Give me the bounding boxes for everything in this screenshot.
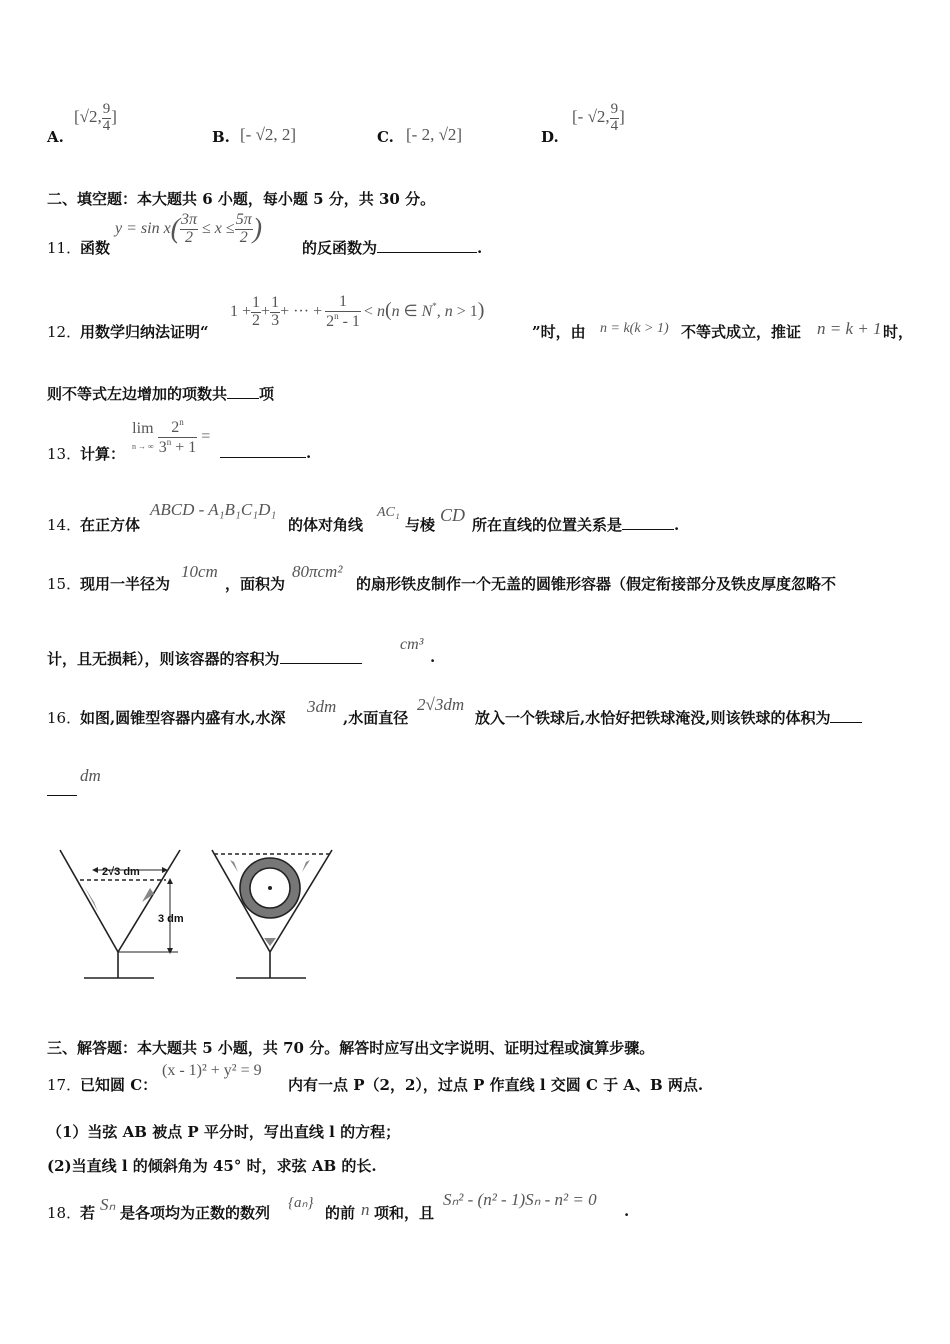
- q12-math2: n = k(k > 1): [600, 321, 669, 336]
- q18-mid2: 的前: [325, 1204, 356, 1222]
- q17-prefix: 已知圆 C：: [80, 1076, 158, 1094]
- q12-line2: 则不等式左边增加的项数共 项: [47, 385, 275, 403]
- q16-prefix: 如图,圆锥型容器内盛有水,水深: [80, 709, 286, 727]
- choice-a-label: A.: [47, 128, 64, 146]
- q16-number: 16．: [47, 709, 82, 727]
- q13-math: lim n → ∞ $\frac{2^n}{3^n + 1}$ =: [132, 417, 211, 456]
- q12-mid2: 不等式成立，推证: [681, 323, 802, 341]
- q11-answer-blank[interactable]: [377, 238, 477, 253]
- q14-prefix: 在正方体: [80, 516, 141, 534]
- q15-number: 15．: [47, 575, 82, 593]
- q16-cone-figure: [54, 842, 344, 990]
- choice-d-math: [- √2, $\frac{9}{4}$ ]: [572, 101, 625, 134]
- q17-math: (x - 1)² + y² = 9: [162, 1062, 262, 1079]
- choice-d-label: D.: [541, 128, 559, 146]
- fig-depth-label: 3 dm: [158, 913, 184, 925]
- choice-b-math: [- √2, 2]: [240, 125, 297, 144]
- q12-prefix: 用数学归纳法证明“: [80, 323, 209, 341]
- choice-c-label: C.: [377, 128, 394, 146]
- q15-unit: cm³: [400, 636, 424, 653]
- fig-width-label: 2√3 dm: [102, 866, 140, 878]
- q16-math2: 2√3dm: [417, 695, 465, 714]
- section-2-header: 二、填空题：本大题共 6 小题，每小题 5 分，共 30 分。: [47, 190, 436, 208]
- choice-b-label: B.: [212, 128, 230, 146]
- q14-mid2: 与棱: [405, 516, 436, 534]
- q17-number: 17．: [47, 1076, 82, 1094]
- q15-answer-blank[interactable]: [280, 649, 362, 664]
- q17-part1: （1）当弦 AB 被点 P 平分时，写出直线 l 的方程；: [47, 1123, 401, 1141]
- q13-blank-wrap: .: [220, 443, 311, 462]
- q15-prefix: 现用一半径为: [80, 575, 171, 593]
- q14-math2: AC₁: [377, 505, 400, 520]
- q15-period: .: [430, 648, 436, 666]
- q14-math3: CD: [440, 505, 466, 525]
- cone-with-ball: [212, 850, 332, 978]
- q12-math: 1 + $\frac{1}{2}$ + $\frac{1}{3}$ + ··· + $\frac{1}{2^n - 1}$ < n(n ∈ N*, n > 1): [230, 293, 485, 330]
- q13-answer-blank[interactable]: [220, 443, 306, 458]
- q18-math3: n: [361, 1200, 370, 1219]
- q17-part2: (2)当直线 l 的倾斜角为 45° 时，求弦 AB 的长.: [47, 1157, 377, 1175]
- q11-suffix: 的反函数为 .: [302, 239, 483, 257]
- q18-mid1: 是各项均为正数的数列: [120, 1204, 271, 1222]
- q15-mid1: ，面积为: [225, 575, 286, 593]
- q15-suffix: 的扇形铁皮制作一个无盖的圆锥形容器（假定衔接部分及铁皮厚度忽略不: [356, 575, 837, 593]
- q13-number: 13．: [47, 445, 82, 463]
- q16-answer-blank-2[interactable]: [47, 795, 77, 796]
- q15-line2: 计，且无损耗），则该容器的容积为: [47, 648, 362, 669]
- q16-answer-blank-1[interactable]: [830, 708, 862, 723]
- q18-prefix: 若: [80, 1204, 96, 1222]
- q11-prefix: 函数: [80, 239, 111, 257]
- q18-math2: {aₙ}: [288, 1195, 314, 1211]
- q12-number: 12．: [47, 323, 82, 341]
- q15-math2: 80πcm²: [292, 562, 343, 581]
- q14-math1: ABCD - A₁B₁C₁D₁: [150, 500, 277, 519]
- q11-number: 11．: [47, 239, 82, 257]
- q11-math: y = sin x( $\frac{3\pi}{2}$ ≤ x ≤ $\frac{5\pi}{2}$ ): [115, 211, 263, 246]
- q16-unit: dm: [80, 766, 101, 785]
- q16-mid1: ,水面直径: [343, 709, 409, 727]
- q14-answer-blank[interactable]: [622, 515, 674, 530]
- q15-math1: 10cm: [181, 562, 218, 581]
- q18-mid3: 项和，且: [374, 1204, 435, 1222]
- section-3-header: 三、解答题：本大题共 5 小题，共 70 分。解答时应写出文字说明、证明过程或演算步骤。: [47, 1039, 655, 1057]
- q17-suffix: 内有一点 P（2，2），过点 P 作直线 l 交圆 C 于 A、B 两点.: [288, 1076, 704, 1094]
- choice-c-math: [- 2, √2]: [406, 125, 463, 144]
- q14-suffix: 所在直线的位置关系是 .: [472, 516, 680, 534]
- q13-prefix: 计算：: [80, 445, 126, 463]
- q18-math1: Sₙ: [100, 1195, 116, 1214]
- q18-end: .: [624, 1202, 630, 1220]
- q16-suffix: 放入一个铁球后,水恰好把铁球淹没,则该铁球的体积为: [475, 707, 862, 728]
- q16-math1: 3dm: [307, 697, 337, 716]
- q12-end: 时，: [883, 323, 914, 341]
- choice-a-math: [√2, $\frac{9}{4}$ ]: [74, 101, 117, 134]
- q12-math3: n = k + 1: [817, 319, 882, 338]
- q18-math4: Sₙ² - (n² - 1)Sₙ - n² = 0: [443, 1190, 597, 1209]
- q14-mid1: 的体对角线: [288, 516, 364, 534]
- q12-mid1: ”时，由: [532, 323, 586, 341]
- q18-number: 18．: [47, 1204, 82, 1222]
- q14-number: 14．: [47, 516, 82, 534]
- q12-answer-blank[interactable]: [227, 384, 259, 399]
